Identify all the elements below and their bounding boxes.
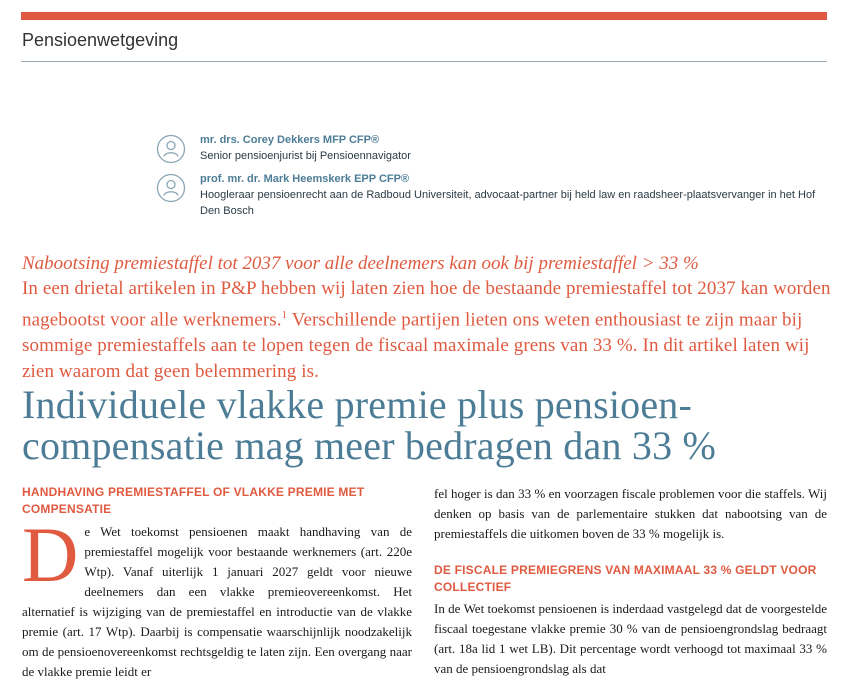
top-accent-bar xyxy=(21,12,827,20)
body-paragraph: fel hoger is dan 33 % en voorzagen fiscale problemen voor die staffels. Wij denken op basis van de parlementaire stukken dat nabootsing van de premiestaffels die uitkomen boven de 33 % mogelijk is. xyxy=(434,486,827,541)
section-divider xyxy=(21,61,827,62)
footnote-marker[interactable]: 1 xyxy=(281,309,288,321)
section-label: Pensioenwetgeving xyxy=(22,30,179,50)
section-subhead: HANDHAVING PREMIESTAFFEL OF VLAKKE PREMIE MET COMPENSATIE xyxy=(22,485,365,516)
author-name: prof. mr. dr. Mark Heemskerk EPP CFP® xyxy=(200,173,410,185)
person-icon xyxy=(156,173,186,203)
left-column xyxy=(22,484,412,682)
author-role: Hoogleraar pensioenrecht aan de Radboud Universiteit, advocaat-partner bij held law en raadsheer-plaatsvervanger in het Hof Den Bosch xyxy=(200,189,816,217)
lead-text-part1: In een drietal artikelen in P&P hebben wij laten zien hoe de bestaande premiestaffel tot 2037 kan worden nagebootst voor alle werknemers. xyxy=(22,278,831,331)
lead-subtitle: Nabootsing premiestaffel tot 2037 voor alle deelnemers kan ook bij premiestaffel > 33 % xyxy=(22,253,699,274)
article-headline: Individuele vlakke premie plus pensioencompensatie mag meer bedragen dan 33 % xyxy=(22,382,716,468)
lead-paragraph xyxy=(22,276,832,385)
section-subhead: DE FISCALE PREMIEGRENS VAN MAXIMAAL 33 % GELDT VOOR COLLECTIEF xyxy=(434,563,817,594)
drop-cap: D xyxy=(22,511,79,598)
body-paragraph: In de Wet toekomst pensioenen is inderdaad vastgelegd dat de voorgestelde fiscaal toegestane vlakke premie 30 % van de pensioengrondslag bedraagt (art. 18a lid 1 wet LB). Dit percentage wordt verhoogd tot maximaal 33 % van de pensioengrondslag als dat xyxy=(434,601,827,676)
person-icon xyxy=(156,134,186,164)
body-text: e Wet toekomst pensioenen maakt handhaving van de premiestaffel mogelijk voor bestaande werknemers (art. 220e Wtp). Vanaf uiterlijk 1 januari 2027 geldt voor nieuwe deelnemers dan een vlakke premieovereenkomst. Het alternatief is wijziging van de premiestaffel en introductie van de vlakke premie (art. 17 Wtp). Daarbij is compensatie waarschijnlijk noodzakelijk om de pensioenovereenkomst rechtsgeldig te laten zijn. Een overgang naar de vlakke premie leidt er xyxy=(22,524,412,679)
author-role: Senior pensioenjurist bij Pensioennavigator xyxy=(200,150,411,162)
body-paragraph xyxy=(22,511,412,682)
right-column xyxy=(434,484,827,679)
author-name: mr. drs. Corey Dekkers MFP CFP® xyxy=(200,134,380,146)
lead-text-part2: Verschillende partijen lieten ons weten enthousiast te zijn maar bij sommige premiestaffels aan te lopen tegen de fiscaal maximale grens van 33 %. In dit artikel laten wij zien waarom dat geen belemmering is. xyxy=(22,309,810,383)
